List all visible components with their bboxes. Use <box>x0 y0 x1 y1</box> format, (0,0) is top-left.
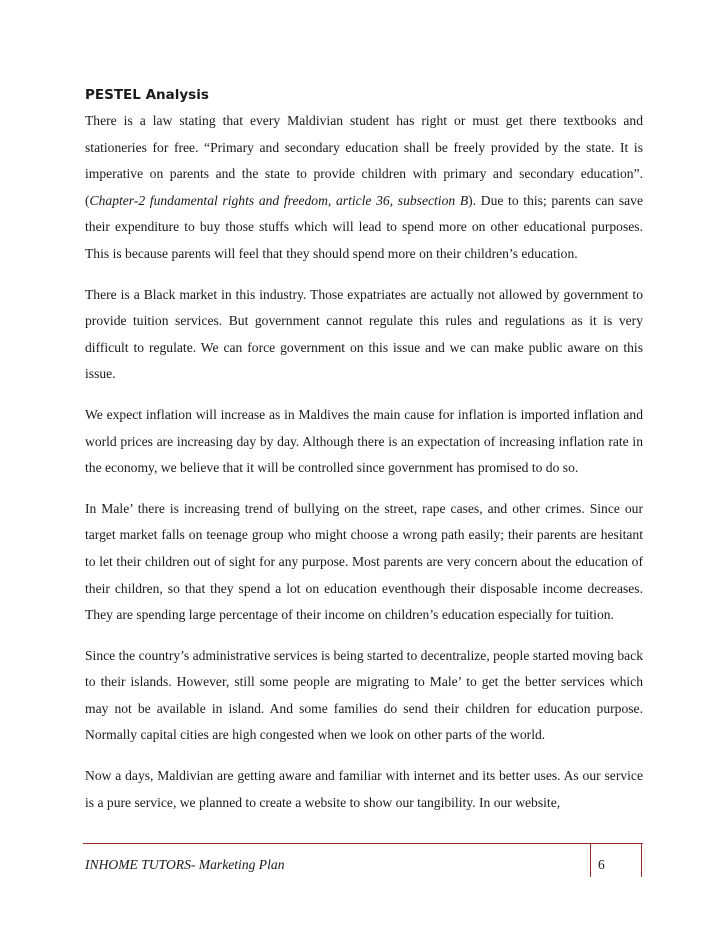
paragraph-law <box>85 108 643 268</box>
paragraph-law-text-b: ). Due to this; parents can save their expenditure to buy those stuffs which will lead to spend more on other educational purposes. This is because parents will feel that they should spend more on their children’s education. <box>85 192 643 261</box>
footer-title: INHOME TUTORS- Marketing Plan <box>85 857 285 872</box>
paragraph-decentralize: Since the country’s administrative services is being started to decentralize, people started moving back to their islands. However, still some people are migrating to Male’ to get the better services which may not be available in island. And some families do send their children for education purpose. Normally capital cities are high congested when we look on other parts of the world. <box>85 647 643 743</box>
paragraph-black-market: There is a Black market in this industry. Those expatriates are actually not allowed by government to provide tuition services. But government cannot regulate this rules and regulations as it is very difficult to regulate. We can force government on this issue and we can make public aware on this issue. <box>85 286 643 382</box>
paragraph-law-citation: Chapter-2 fundamental rights and freedom, article 36, subsection B <box>89 192 469 208</box>
paragraph-internet: Now a days, Maldivian are getting aware and familiar with internet and its better uses. As our service is a pure service, we planned to create a website to show our tangibility. In our website, <box>85 768 643 810</box>
paragraph-crime: In Male’ there is increasing trend of bullying on the street, rape cases, and other crimes. Since our target market falls on teenage group who might choose a wrong path easily; their parents are hesitant to let their children out of sight for any purpose. Most parents are very concern about the education of their children, so that they spend a lot on education eventhough their disposable income decreases. They are spending large percentage of their income on children’s education especially for tuition. <box>85 500 643 623</box>
page-content <box>85 84 643 830</box>
paragraph-law-text-a: There is a law stating that every Maldivian student has right or must get there textbooks and stationeries for free. “Primary and secondary education shall be freely provided by the state. It is imperative on parents and the state to provide children with primary and secondary education”. ( <box>85 113 643 208</box>
footer-rule <box>83 843 643 844</box>
section-heading: PESTEL Analysis <box>85 87 209 103</box>
paragraph-inflation: We expect inflation will increase as in Maldives the main cause for inflation is imported inflation and world prices are increasing day by day. Although there is an expectation of increasing inflation rate in the economy, we believe that it will be controlled since government has promised to do so. <box>85 406 643 476</box>
page-number: 6 <box>598 857 605 872</box>
